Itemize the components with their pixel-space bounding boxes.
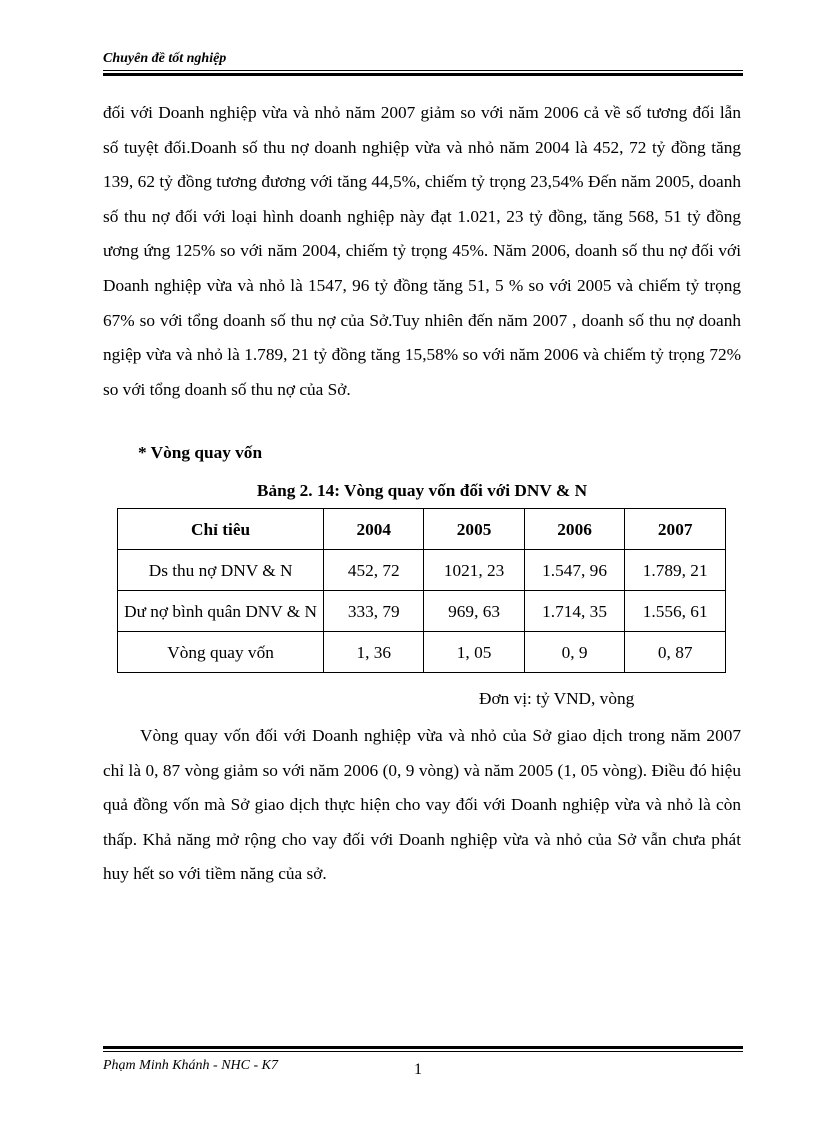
table-cell: Dư nợ bình quân DNV & N (118, 591, 324, 632)
section-heading: * Vòng quay vốn (138, 443, 263, 462)
table-cell: 0, 9 (524, 632, 625, 673)
table-cell: 452, 72 (324, 550, 424, 591)
table-cell: 1021, 23 (424, 550, 524, 591)
table-row (118, 632, 726, 673)
table-header-cell: Chỉ tiêu (118, 509, 324, 550)
footer-rule-thick (103, 1046, 743, 1049)
table-cell: Ds thu nợ DNV & N (118, 550, 324, 591)
body-paragraph-2: Vòng quay vốn đối với Doanh nghiệp vừa và nhỏ của Sở giao dịch trong năm 2007 chỉ là 0, 87 vòng giảm so với năm 2006 (0, 9 vòng) và năm 2005 (1, 05 vòng). Điều đó hiệu quả đồng vốn mà Sở giao dịch thực hiện cho vay đối với Doanh nghiệp vừa và nhỏ là còn thấp. Khả năng mở rộng cho vay đối với Doanh nghiệp vừa và nhỏ của Sở vẫn chưa phát huy hết so với tiềm năng của sở. (103, 726, 741, 884)
table-header-cell: 2005 (424, 509, 524, 550)
data-table (117, 508, 726, 673)
table-header-cell: 2006 (524, 509, 625, 550)
table-cell: 1, 05 (424, 632, 524, 673)
table-row (118, 550, 726, 591)
table-cell: 1.556, 61 (625, 591, 726, 632)
page-number: 1 (414, 1061, 422, 1078)
body-paragraph-1: đối với Doanh nghiệp vừa và nhỏ năm 2007 giảm so với năm 2006 cả về số tương đối lẫn số tuyệt đối.Doanh số thu nợ doanh nghiệp vừa và nhỏ năm 2004 là 452, 72 tỷ đồng tăng 139, 62 tỷ đồng tương đương với tăng 44,5%, chiếm tỷ trọng 23,54% Đến năm 2005, doanh số thu nợ đối với loại hình doanh nghiệp này đạt 1.021, 23 tỷ đồng, tăng 568, 51 tỷ đồng ương ứng 125% so với năm 2004, chiếm tỷ trọng 45%. Năm 2006, doanh số thu nợ đối với Doanh nghiệp vừa và nhỏ là 1547, 96 tỷ đồng tăng 51, 5 % so với 2005 và chiếm tỷ trọng 67% so với tổng doanh số thu nợ của Sở.Tuy nhiên đến năm 2007 , doanh số thu nợ doanh ngiệp vừa và nhỏ là 1.789, 21 tỷ đồng tăng 15,58% so với năm 2006 và chiếm tỷ trọng 72% so với tổng doanh số thu nợ của Sở. (103, 103, 741, 399)
footer-rule-thin (103, 1051, 743, 1052)
table-cell: 969, 63 (424, 591, 524, 632)
table-cell: 0, 87 (625, 632, 726, 673)
table-cell: Vòng quay vốn (118, 632, 324, 673)
table-cell: 1.714, 35 (524, 591, 625, 632)
table-title: Bảng 2. 14: Vòng quay vốn đối với DNV & N (256, 481, 588, 500)
table-cell: 333, 79 (324, 591, 424, 632)
table-row (118, 591, 726, 632)
header-rule-thin (103, 70, 743, 71)
table-header-row (118, 509, 726, 550)
header-rule-thick (103, 73, 743, 76)
table-cell: 1.789, 21 (625, 550, 726, 591)
footer-author: Phạm Minh Khánh - NHC - K7 (103, 1058, 278, 1073)
unit-note: Đơn vị: tỷ VND, vòng (479, 689, 635, 708)
header-title: Chuyên đề tốt nghiệp (103, 51, 227, 66)
table-header-cell: 2007 (625, 509, 726, 550)
table-cell: 1, 36 (324, 632, 424, 673)
table-header-cell: 2004 (324, 509, 424, 550)
table-cell: 1.547, 96 (524, 550, 625, 591)
